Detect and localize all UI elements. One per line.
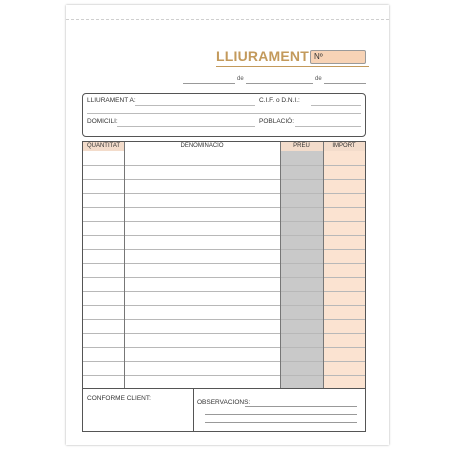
date-day-line[interactable] (183, 83, 235, 84)
tax-id-label: C.I.F. o D.N.I.: (259, 97, 300, 104)
date-year-line[interactable] (324, 83, 366, 84)
delivery-note-sheet (66, 5, 389, 445)
header-description: DENOMINACIÓ (124, 142, 280, 151)
client-separator-line (87, 113, 361, 114)
observations-line[interactable] (205, 414, 357, 415)
town-label: POBLACIÓ: (259, 118, 295, 125)
footer-box (82, 389, 366, 432)
column-divider (280, 142, 281, 388)
title-underline (216, 66, 369, 67)
header-quantity: QUANTITAT (83, 142, 124, 151)
delivered-to-field[interactable] (135, 105, 255, 106)
address-field[interactable] (117, 126, 255, 127)
observations-line[interactable] (205, 422, 357, 423)
observations-line[interactable] (245, 406, 357, 407)
date-connector-2: de (315, 76, 322, 82)
address-label: DOMICILI: (87, 118, 118, 125)
header-amount: IMPORT (323, 142, 365, 151)
footer-divider (193, 389, 194, 431)
column-divider (323, 142, 324, 388)
tax-id-field[interactable] (311, 105, 361, 106)
delivered-to-label: LLIURAMENT A: (87, 97, 136, 104)
header-price: PREU (280, 142, 323, 151)
tear-off-perforation (66, 19, 389, 20)
date-connector-1: de (237, 76, 244, 82)
number-field[interactable] (310, 50, 366, 64)
client-info-box (82, 93, 366, 137)
date-month-line[interactable] (246, 83, 313, 84)
document-title: LLIURAMENT (216, 48, 309, 64)
town-field[interactable] (295, 126, 361, 127)
observations-label: OBSERVACIONS: (197, 399, 251, 406)
number-label: Nº (314, 52, 323, 61)
column-divider (124, 142, 125, 388)
items-table (82, 141, 366, 389)
client-agreement-label: CONFORME CLIENT: (87, 395, 151, 402)
